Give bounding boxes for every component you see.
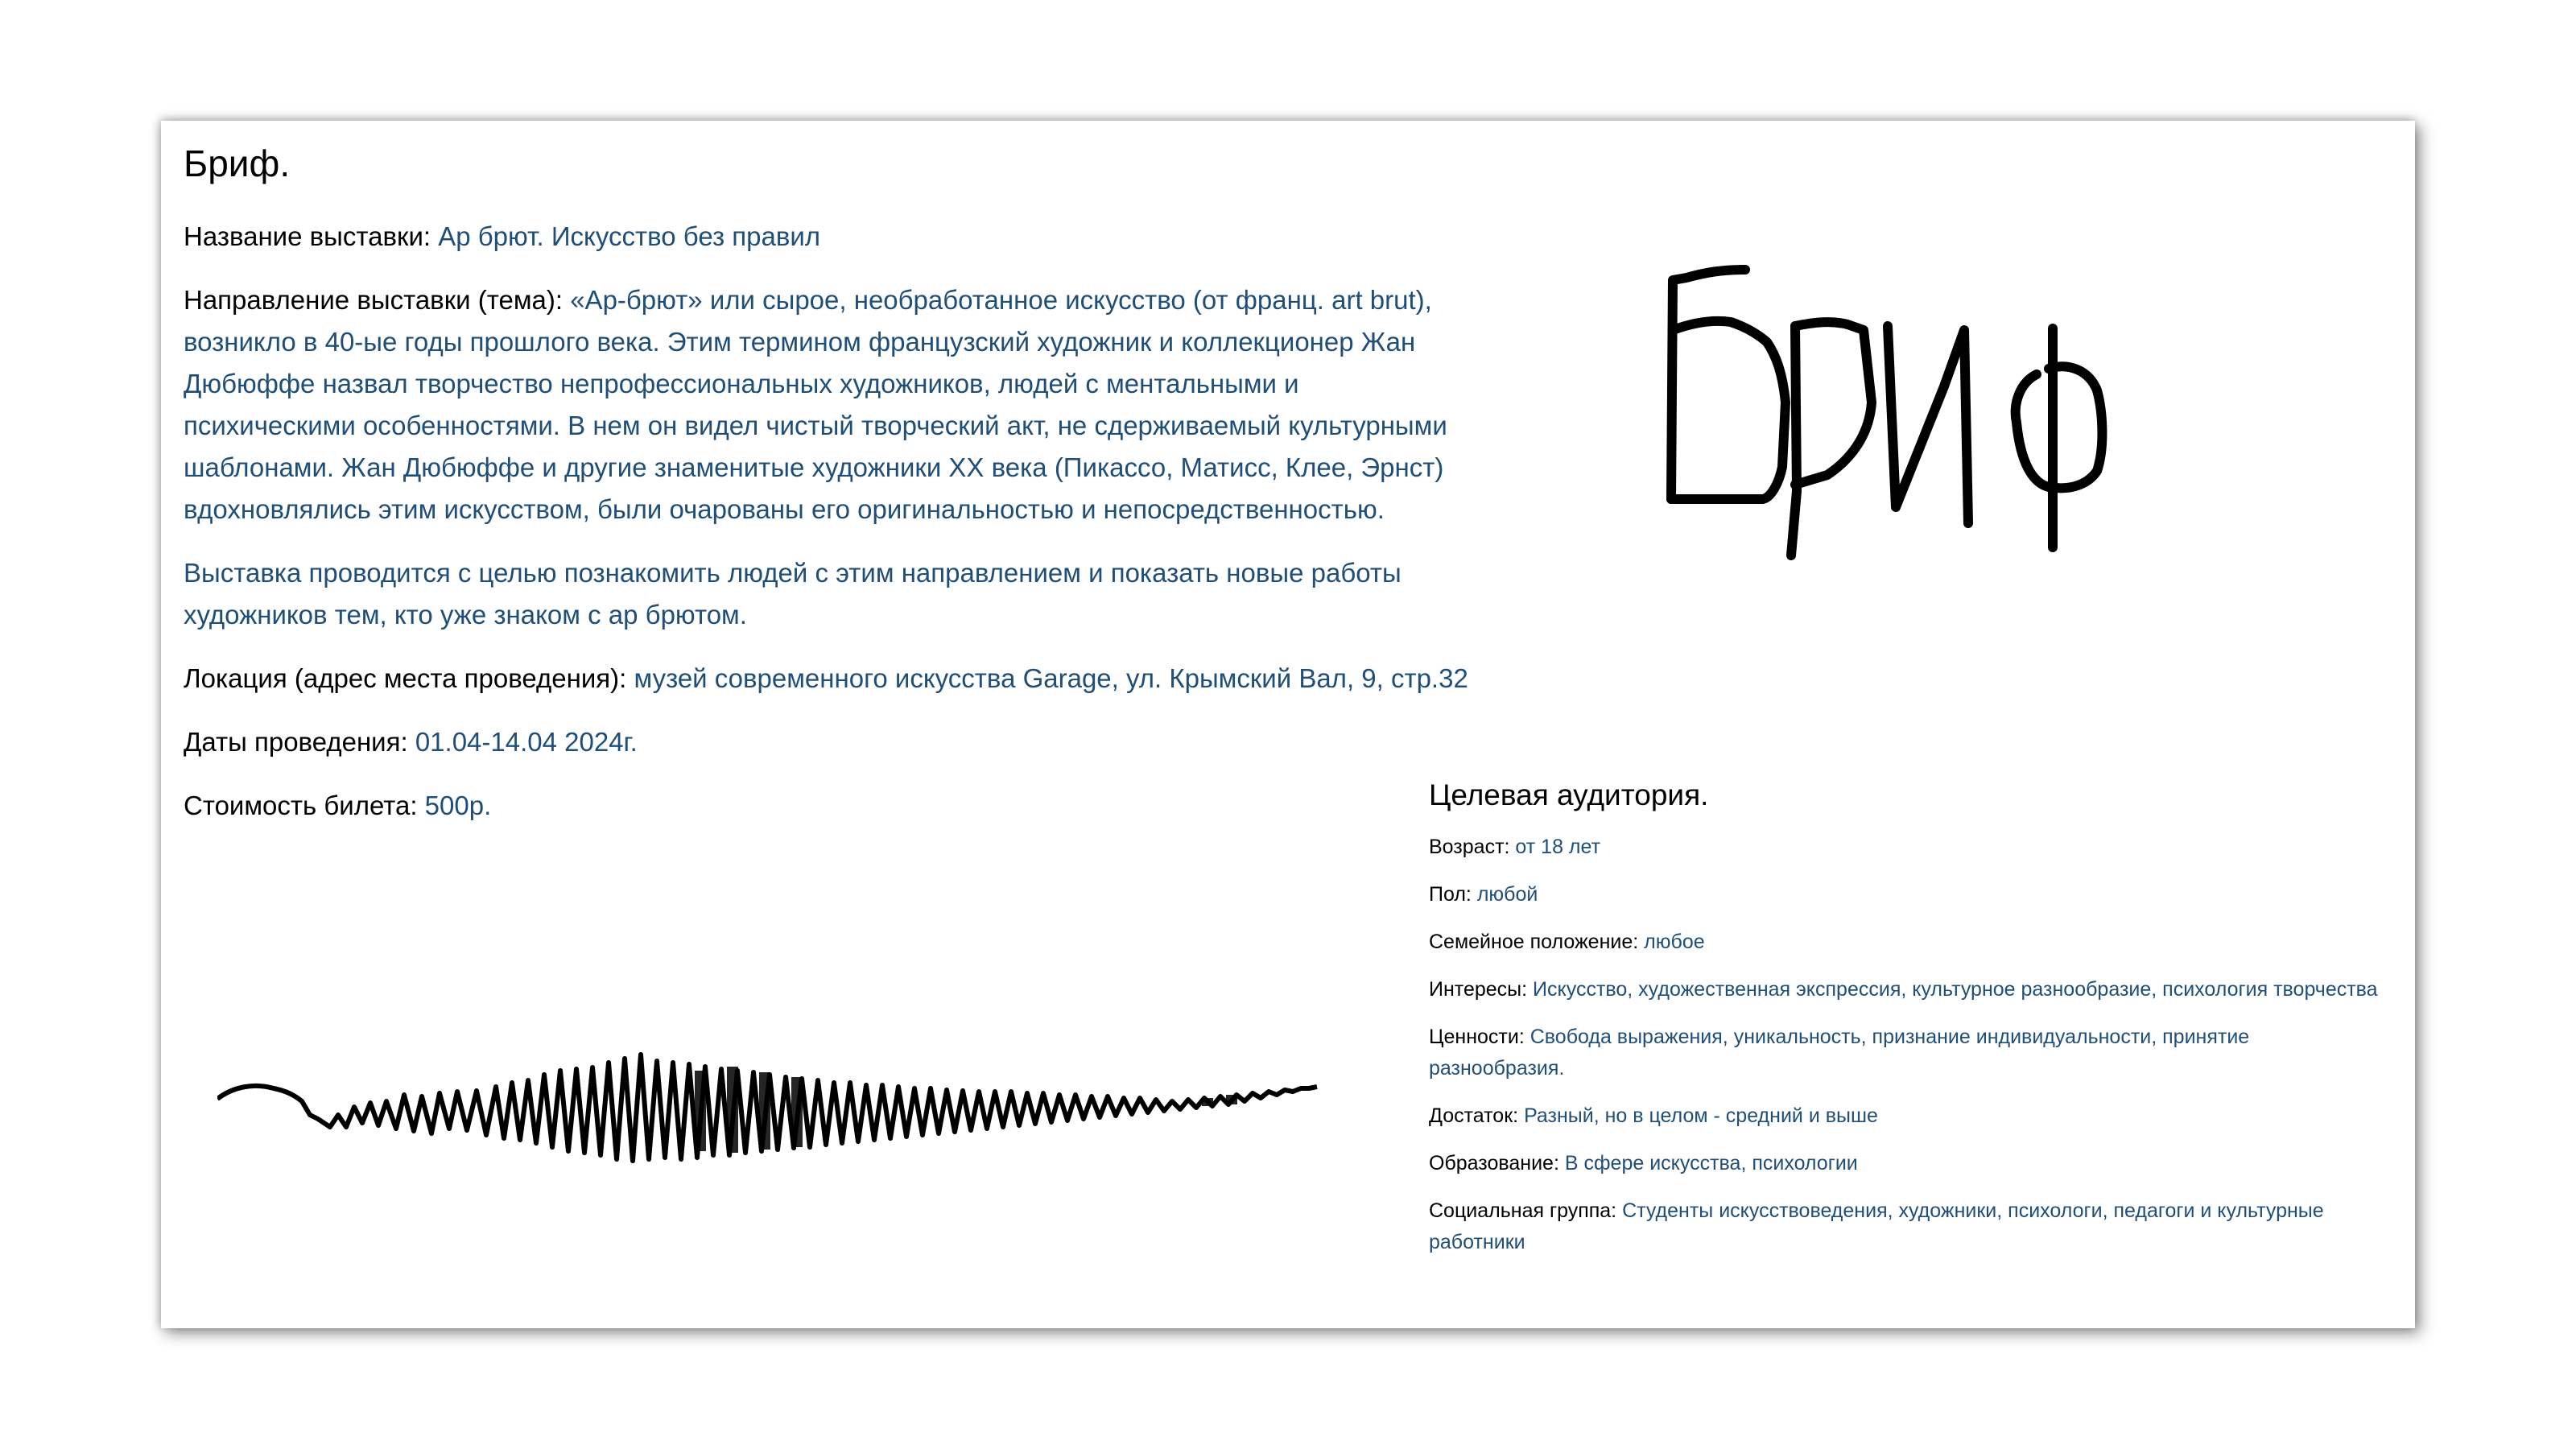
audience-value: Студенты искусствоведения, художники, психологи, педагоги и культурные работники: [1429, 1199, 2324, 1253]
audience-value: любой: [1476, 883, 1538, 906]
slide-title: Бриф.: [184, 142, 291, 184]
audience-item-education: [1429, 1148, 2379, 1179]
audience-item-marital-status: [1429, 927, 2379, 958]
audience-value: Разный, но в целом - средний и выше: [1524, 1104, 1878, 1127]
handwritten-brief-drawing: [1610, 242, 2375, 564]
field-purpose: Выставка проводится с целью познакомить людей с этим направлением и показать новые работы художников тем, кто уже знаком с ар брютом.: [184, 558, 1402, 630]
field-label: Стоимость билета:: [184, 791, 418, 820]
audience-label: Пол:: [1429, 883, 1472, 906]
field-label: Название выставки:: [184, 221, 431, 251]
audience-value: В сфере искусства, психологии: [1564, 1152, 1858, 1174]
audience-label: Ценности:: [1429, 1026, 1525, 1048]
field-label: Направление выставки (тема):: [184, 285, 564, 315]
audience-label: Достаток:: [1429, 1104, 1519, 1127]
audience-value: от 18 лет: [1515, 836, 1601, 858]
audience-item-values: [1429, 1022, 2379, 1084]
audience-value: Искусство, художественная экспрессия, культурное разнообразие, психология творчества: [1533, 978, 2378, 1001]
audience-label: Возраст:: [1429, 836, 1510, 858]
audience-item-income: [1429, 1100, 2379, 1132]
scribble-drawing: [217, 1038, 1360, 1183]
audience-heading: Целевая аудитория.: [1429, 778, 1709, 811]
audience-item-age: [1429, 832, 2379, 863]
field-value: Ар брют. Искусство без правил: [438, 221, 821, 251]
target-audience-section: [1429, 779, 2379, 1274]
exhibition-details: [184, 216, 1472, 848]
audience-label: Образование:: [1429, 1152, 1559, 1174]
audience-label: Семейное положение:: [1429, 931, 1639, 953]
audience-item-interests: [1429, 974, 2379, 1005]
audience-value: любое: [1644, 931, 1705, 953]
field-value: 500р.: [424, 791, 492, 820]
audience-value: Свобода выражения, уникальность, признание индивидуальности, принятие разнообразия.: [1429, 1026, 2250, 1080]
audience-label: Социальная группа:: [1429, 1199, 1617, 1222]
field-label: Локация (адрес места проведения):: [184, 663, 627, 693]
field-location: [184, 658, 1472, 700]
audience-item-gender: [1429, 879, 2379, 910]
audience-item-social-group: [1429, 1195, 2379, 1258]
field-name: [184, 216, 1472, 258]
field-value: 01.04-14.04 2024г.: [415, 727, 638, 757]
field-dates: [184, 721, 1472, 763]
field-theme: [184, 279, 1472, 530]
audience-label: Интересы:: [1429, 978, 1528, 1001]
field-price: [184, 785, 1472, 827]
field-value: «Ар-брют» или сырое, необработанное искусство (от франц. art brut), возникло в 40-ые годы прошлого века. Этим термином французский художник и коллекционер Жан Дюбюффе назвал творчество непрофессиональных художников, людей с ментальными и психическими особенностями. В нем он видел чистый творческий акт, не сдерживаемый культурными шаблонами. Жан Дюбюффе и другие знаменитые художники XX века (Пикассо, Матисс, Клее, Эрнст) вдохновлялись этим искусством, были очарованы его оригинальностью и непосредственностью.: [184, 285, 1447, 524]
field-value: музей современного искусства Garage, ул. Крымский Вал, 9, стр.32: [634, 663, 1468, 693]
brief-slide: [161, 121, 2415, 1328]
field-label: Даты проведения:: [184, 727, 408, 757]
